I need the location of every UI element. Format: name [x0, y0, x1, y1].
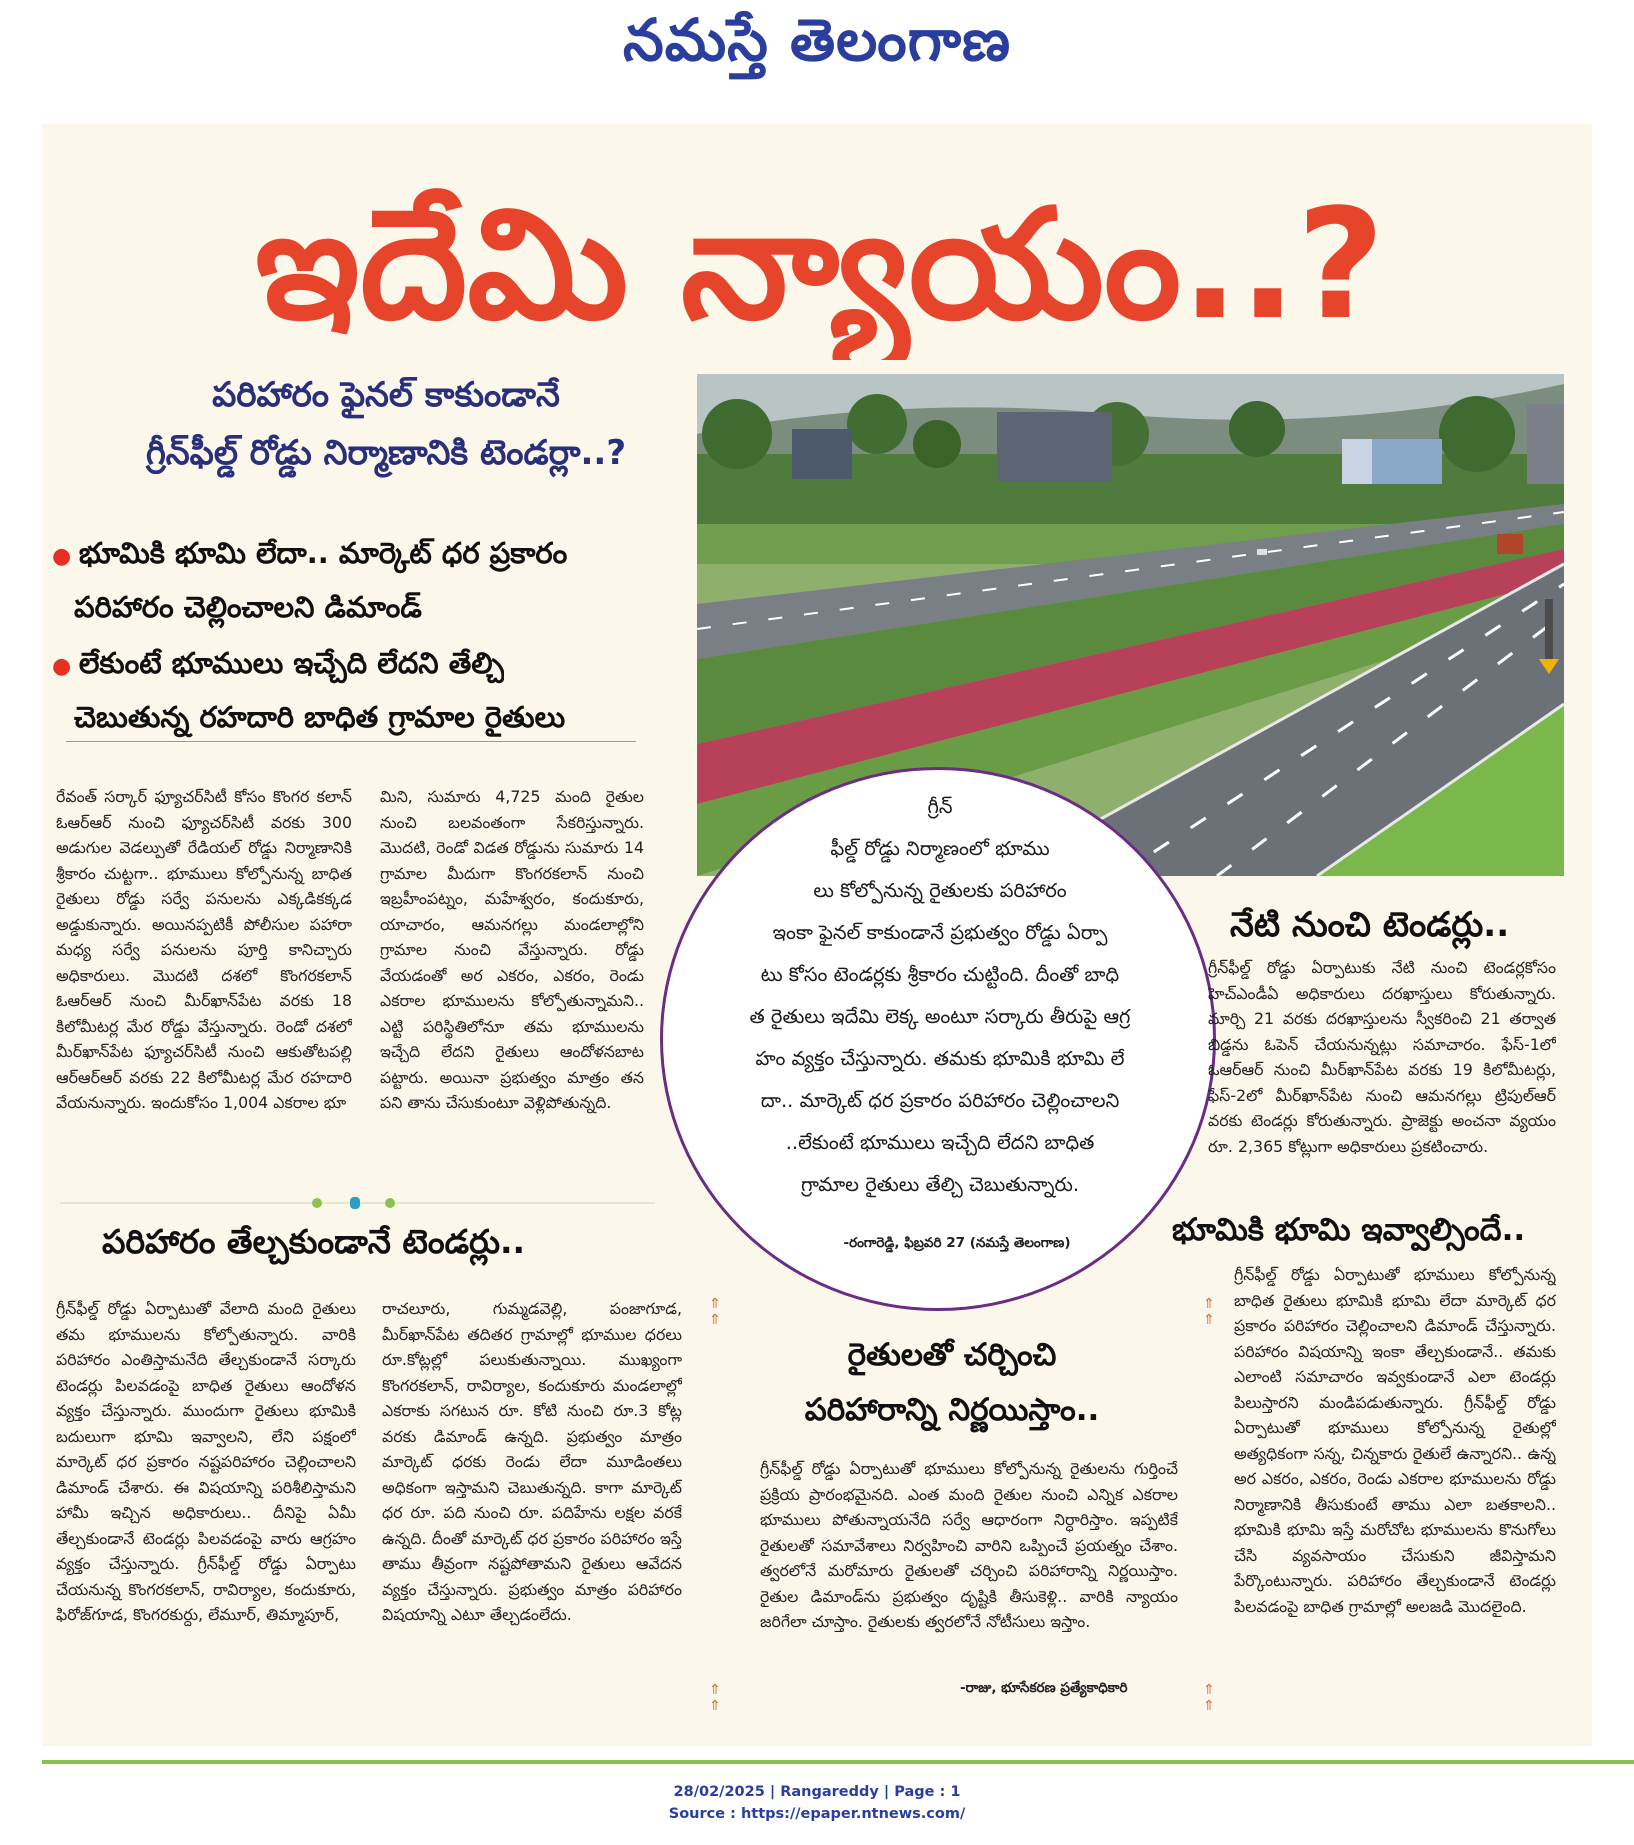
tenders-column: [1208, 955, 1556, 1199]
bullet-2: [52, 646, 504, 688]
land-text: గ్రీన్‌ఫీల్డ్ రోడ్డు ఏర్పాటుతో భూములు కోల్పోనున్న బాధిత రైతులు భూమికి భూమి లేదా మార్కెట్ ధర ప్రకారం పరిహారం చెల్లించాలని డిమాండ్ చేస్తున్నారు. పరిహారం విషయాన్ని ఇంకా తేల్చకుండానే.. తమకు ఎలాంటి సమాచారం ఇవ్వకుండానే ఎలా టెండర్లు పిలుస్తారని మండిపడుతున్నారు. గ్రీన్‌ఫీల్డ్ రోడ్డు ఏర్పాటుతో భూములు కోల్పోనున్న రైతుల్లో అత్యధికంగా సన్న, చిన్నకారు రైతులే ఉన్నారని.. ఉన్న అర ఎకరం, ఎకరం, రెండు ఎకరాల భూములను రోడ్డు నిర్మాణానికి తీసుకుంటే తాము ఎలా బతకాలని.. భూమికి భూమి ఇస్తే మరోచోట భూములను కొనుగోలు చేసి వ్యవసాయం చేసుకుని జీవిస్తామని పేర్కొంటున్నారు. పరిహారం తేల్చకుండానే టెండర్లు పిలవడంపై బాధిత గ్రామాల్లో అలజడి మొదలైంది.: [1234, 1265, 1556, 1616]
circle-text: [680, 786, 1200, 1206]
circle-dateline: -రంగారెడ్డి, ఫిబ్రవరి 27 (నమస్తే తెలంగాణ): [843, 1235, 1071, 1251]
headline: ఇదేమి న్యాయం..?: [255, 176, 1385, 353]
quote-column: [760, 1456, 1178, 1678]
circle-line: గ్రీన్: [927, 795, 953, 818]
footer-rule: [42, 1760, 1634, 1764]
bullet-dot-icon: ●: [52, 654, 79, 679]
story1-column-2: [380, 784, 644, 1174]
circle-line: ఇంకా ఫైనల్ కాకుండానే ప్రభుత్వం రోడ్డు ఏర్పా: [772, 921, 1108, 944]
story2-col2-text: రాచలూరు, గుమ్మడవెల్లి, పంజాగూడ, మీర్‌ఖాన్‌పేట తదితర గ్రామాల్లో భూముల ధరలు రూ.కోట్లల్లో పలుకుతున్నాయి. ముఖ్యంగా కొంగరకలాన్, రావిర్యాల, కందుకూరు మండలాల్లో ఎకరాకు సగటున రూ. కోటి నుంచి రూ.3 కోట్ల వరకు డిమాండ్ ఉన్నది. ప్రభుత్వం మాత్రం మార్కెట్ ధరకు రెండు లేదా మూడింతలు అధికంగా ఇస్తామని చెబుతున్నది. కాగా మార్కెట్ ధర రూ. పది నుంచి రూ. పదిహేను లక్షల వరకే ఉన్నది. దీంతో మార్కెట్ ధర ప్రకారం పరిహారం ఇస్తే తాము తీవ్రంగా నష్టపోతామని రైతులు ఆవేదన వ్యక్తం చేస్తున్నారు. ప్రభుత్వం మాత్రం పరిహారం విషయాన్ని ఎటూ తేల్చడంలేదు.: [382, 1299, 682, 1624]
circle-line: లు కోల్పోనున్న రైతులకు పరిహారం: [813, 879, 1067, 902]
story2-column-1: [56, 1296, 356, 1716]
story1-col2-text: మిని, సుమారు 4,725 మంది రైతుల నుంచి బలవంతంగా సేకరిస్తున్నారు. మొదటి, రెండో విడత రోడ్డును సుమారు 14 గ్రామాల మీదుగా కొంగరకలాన్ నుంచి ఇబ్రహీంపట్నం, మహేశ్వరం, కందుకూరు, యాచారం, ఆమనగల్లు మండలాల్లోని గ్రామాల నుంచి వేస్తున్నారు. రోడ్డు వేయడంతో అర ఎకరం, ఎకరం, రెండు ఎకరాల భూములను కోల్పోతున్నామని.. ఎట్టి పరిస్థితిలోనూ తమ భూములను ఇచ్చేది లేదని రైతులు ఆందోళనబాట పట్టారు. అయినా ప్రభుత్వం మాత్రం తన పని తాను చేసుకుంటూ వెళ్లిపోతున్నది.: [380, 787, 644, 1112]
bullet-2-text: లేకుంటే భూములు ఇచ్చేది లేదని తేల్చి: [78, 646, 505, 680]
masthead-logo: నమస్తే తెలంగాణ: [623, 6, 1011, 74]
bullet-2-continued: చెబుతున్న రహదారి బాధిత గ్రామాల రైతులు: [74, 700, 566, 734]
quote-text: గ్రీన్‌ఫీల్డ్ రోడ్డు ఏర్పాటుతో భూములు కోల్పోనున్న రైతులను గుర్తించే ప్రక్రియ ప్రారంభమైనది. ఎంత మంది రైతుల నుంచి ఎన్నిక ఎకరాల భూములు పోతున్నాయనేది సర్వే ఆధారంగా నిర్ధారిస్తాం. ఇప్పటికే రైతులతో సమావేశాలు నిర్వహించి వారిని ఒప్పించే ప్రయత్నం చేశాం. త్వరలోనే మరోమారు రైతులతో చర్చించి పరిహారాన్ని నిర్ణయిస్తాం. రైతుల డిమాండ్‌ను ప్రభుత్వం దృష్టికి తీసుకెళ్లి.. వారికి న్యాయం జరిగేలా చూస్తాం. రైతులకు త్వరలోనే నోటీసులు ఇస్తాం.: [760, 1459, 1178, 1631]
arrow-divider-left: ⇑ ⇑: [709, 1296, 721, 1328]
quote-attribution: -రాజు, భూసేకరణ ప్రత్యేకాధికారి: [960, 1680, 1128, 1696]
story2-column-2: [382, 1296, 682, 1716]
circle-line: టు కోసం టెండర్లకు శ్రీకారం చుట్టింది. దీంతో బాధి: [760, 963, 1120, 986]
tenders-text: గ్రీన్‌ఫీల్డ్ రోడ్డు ఏర్పాటుకు నేటి నుంచి టెండర్లకోసం హెచ్‌ఎండీఏ అధికారులు దరఖాస్తులు కోరుతున్నారు. మార్చి 21 వరకు దరఖాస్తులను స్వీకరించి 21 తర్వాత బిడ్డను ఓపెన్ చేయనున్నట్లు సమాచారం. ఫేస్-1లో ఓఆర్‌ఆర్ నుంచి మీర్‌ఖాన్‌పేట వరకు 19 కిలోమీటర్లు, ఫేస్-2లో మీర్‌ఖాన్‌పేట నుంచి ఆమనగల్లు ట్రిపుల్‌ఆర్ వరకు టెండర్లు కోరుతున్నారు. ప్రాజెక్టు అంచనా వ్యయం రూ. 2,365 కోట్లుగా అధికారులు ప్రకటించారు.: [1208, 958, 1556, 1156]
bullet-dot-icon: ●: [52, 544, 79, 569]
land-heading: భూమికి భూమి ఇవ్వాల్సిందే..: [1172, 1212, 1526, 1248]
circle-line: త రైతులు ఇదేమి లెక్క అంటూ సర్కారు తీరుపై ఆగ్ర: [749, 1005, 1131, 1028]
footer-source-link[interactable]: Source : https://epaper.ntnews.com/: [668, 1806, 966, 1822]
quote-heading-line-1: రైతులతో చర్చించి: [847, 1337, 1057, 1373]
circle-line: హం వ్యక్తం చేస్తున్నారు. తమకు భూమికి భూమి లే: [755, 1047, 1125, 1070]
footer-edition-line: 28/02/2025 | Rangareddy | Page : 1: [673, 1784, 961, 1800]
subheadline-line-2: గ్రీన్‌ఫీల్డ్ రోడ్డు నిర్మాణానికి టెండర్లా..?: [145, 433, 627, 473]
land-column: [1234, 1262, 1556, 1712]
bullet-1-continued: పరిహారం చెల్లించాలని డిమాండ్: [74, 590, 422, 624]
bullet-1: [52, 536, 567, 578]
bullets-rule: [66, 741, 636, 742]
circle-line: ఫీల్డ్ రోడ్డు నిర్మాణంలో భూము: [830, 837, 1050, 860]
section-ornament: [60, 1197, 660, 1209]
story1-column-1: [56, 784, 352, 1174]
subheadline-line-1: పరిహారం ఫైనల్ కాకుండానే: [212, 375, 560, 415]
tenders-heading: నేటి నుంచి టెండర్లు..: [1230, 905, 1510, 945]
circle-line: గ్రామాల రైతులు తేల్చి చెబుతున్నారు.: [800, 1173, 1080, 1196]
bullet-1-text: భూమికి భూమి లేదా.. మార్కెట్ ధర ప్రకారం: [78, 536, 568, 570]
circle-line: ..లేకుంటే భూములు ఇచ్చేది లేదని బాధిత: [785, 1131, 1095, 1154]
quote-heading-line-2: పరిహారాన్ని నిర్ణయిస్తాం..: [804, 1392, 1100, 1428]
story2-heading: పరిహారం తేల్చకుండానే టెండర్లు..: [102, 1222, 526, 1261]
arrow-divider-right: ⇑ ⇑: [1203, 1296, 1215, 1328]
arrow-divider-left-bottom: ⇑ ⇑: [709, 1682, 721, 1714]
story2-col1-text: గ్రీన్‌ఫీల్డ్ రోడ్డు ఏర్పాటుతో వేలాది మంది రైతులు తమ భూములను కోల్పోతున్నారు. వారికి పరిహారం ఎంతిస్తామనేది తేల్చకుండానే సర్కారు టెండర్లు పిలవడంపై బాధిత రైతులు ఆందోళన వ్యక్తం చేస్తున్నారు. ముందుగా రైతులు భూమికి బదులుగా భూమి ఇవ్వాలని, లేని పక్షంలో మార్కెట్ ధర ప్రకారం నష్టపరిహారం చెల్లించాలని డిమాండ్ చేశారు. ఈ విషయాన్ని పరిశీలిస్తామని హామీ ఇచ్చిన అధికారులు.. దీనిపై ఏమీ తేల్చకుండానే టెండర్లు పిలవడంపై వారు ఆగ్రహం వ్యక్తం చేస్తున్నారు. గ్రీన్‌ఫీల్డ్ రోడ్డు ఏర్పాటు చేయనున్న కొంగరకలాన్, రావిర్యాల, కందుకూరు, ఫిరోజ్‌గూడ, కొంగరకుర్దు, లేమూర్, తిమ్మాపూర్,: [56, 1299, 356, 1624]
circle-line: దా.. మార్కెట్ ధర ప్రకారం పరిహారం చెల్లించాలని: [760, 1089, 1120, 1112]
arrow-divider-right-bottom: ⇑ ⇑: [1203, 1682, 1215, 1714]
story1-col1-text: రేవంత్ సర్కార్ ఫ్యూచర్‌సిటీ కోసం కొంగర కలాన్ ఓఆర్‌ఆర్ నుంచి ఫ్యూచర్‌సిటీ వరకు 300 అడుగుల వెడల్పుతో రేడియల్ రోడ్డు నిర్మాణానికి శ్రీకారం చుట్టగా.. భూములు కోల్పోనున్న బాధిత రైతులు రోడ్డు సర్వే పనులను ఎక్కడికక్కడ అడ్డుకున్నారు. అయినప్పటికీ పోలీసుల పహారా మధ్య సర్వే పనులను పూర్తి కానిచ్చారు అధికారులు. మొదటి దశలో కొంగరకలాన్ ఓఆర్‌ఆర్ నుంచి మీర్‌ఖాన్‌పేట వరకు 18 కిలోమీటర్ల మేర రోడ్డు వేస్తున్నారు. రెండో దశలో మీర్‌ఖాన్‌పేట ఫ్యూచర్‌సిటీ నుంచి ఆకుతోటపల్లి ఆర్‌ఆర్‌ఆర్ వరకు 22 కిలోమీటర్ల మేర రహదారి వేయనున్నారు. ఇందుకోసం 1,004 ఎకరాల భూ: [56, 787, 352, 1112]
